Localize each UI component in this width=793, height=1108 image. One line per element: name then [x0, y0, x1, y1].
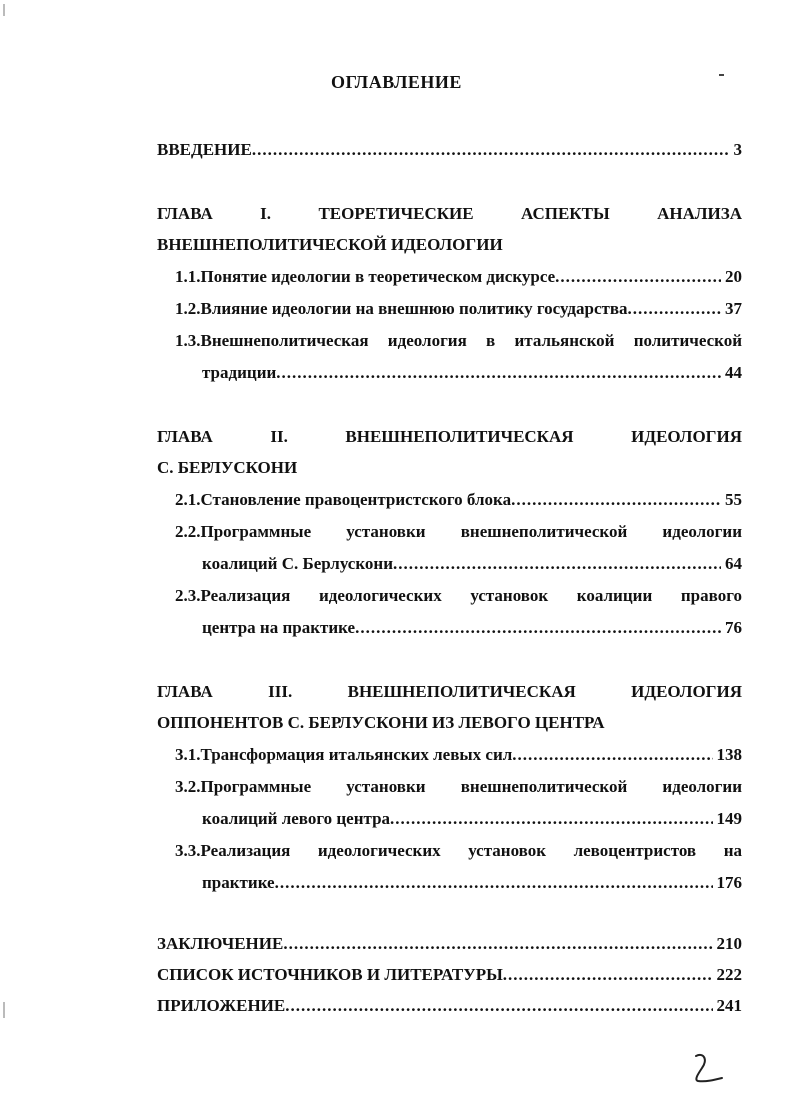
- toc-label: ВВЕДЕНИЕ: [157, 140, 252, 159]
- toc-entry-sources[interactable]: [157, 963, 742, 987]
- toc-label: ПРИЛОЖЕНИЕ: [157, 996, 286, 1015]
- leader-dots: [503, 963, 713, 987]
- toc-label: ЗАКЛЮЧЕНИЕ: [157, 934, 284, 953]
- chapter-1-heading-line-1[interactable]: ГЛАВА I. ТЕОРЕТИЧЕСКИЕ АСПЕКТЫ АНАЛИЗА: [157, 204, 742, 223]
- toc-entry-3-2-line-1[interactable]: 3.2.Программные установки внешнеполитической идеологии: [175, 777, 742, 796]
- page-title: ОГЛАВЛЕНИЕ: [331, 72, 462, 92]
- toc-page-number: 210: [716, 934, 742, 953]
- toc-page-number: 176: [716, 873, 742, 892]
- toc-entry-1-1[interactable]: [175, 265, 742, 289]
- leader-dots: [393, 552, 721, 576]
- toc-page-number: 138: [716, 745, 742, 764]
- toc-page-number: 20: [725, 267, 742, 286]
- leader-dots: [355, 616, 721, 640]
- toc-page-number: 55: [725, 490, 742, 509]
- toc-page-number: 76: [725, 618, 742, 637]
- toc-entry-1-3-line-1[interactable]: 1.3.Внешнеполитическая идеология в итальянской политической: [175, 331, 742, 350]
- toc-page-number: 241: [716, 996, 742, 1015]
- toc-page-number: 64: [725, 554, 742, 573]
- toc-page-number: 149: [716, 809, 742, 828]
- toc-entry-conclusion[interactable]: [157, 932, 742, 956]
- toc-label: СПИСОК ИСТОЧНИКОВ И ЛИТЕРАТУРЫ: [157, 965, 503, 984]
- toc-entry-2-1[interactable]: [175, 488, 742, 512]
- toc-label: коалиций С. Берлускони: [202, 554, 394, 573]
- toc-label: 1.1.Понятие идеологии в теоретическом дискурсе: [175, 267, 556, 286]
- chapter-2-heading-line-2[interactable]: С. БЕРЛУСКОНИ: [157, 458, 298, 477]
- leader-dots: [276, 361, 721, 385]
- scan-speck: [3, 4, 5, 16]
- leader-dots: [511, 488, 721, 512]
- toc-label: традиции: [202, 363, 277, 382]
- leader-dots: [275, 871, 713, 895]
- toc-entry-2-2-line-2[interactable]: [202, 552, 742, 576]
- chapter-3-heading-line-2[interactable]: ОППОНЕНТОВ С. БЕРЛУСКОНИ ИЗ ЛЕВОГО ЦЕНТРА: [157, 713, 605, 732]
- toc-label: 3.1.Трансформация итальянских левых сил: [175, 745, 513, 764]
- toc-page-number: 44: [725, 363, 742, 382]
- scan-speck: [719, 74, 724, 76]
- toc-page-number: 37: [725, 299, 742, 318]
- toc-entry-2-2-line-1[interactable]: 2.2.Программные установки внешнеполитической идеологии: [175, 522, 742, 541]
- toc-label: коалиций левого центра: [202, 809, 391, 828]
- toc-entry-2-3-line-1[interactable]: 2.3.Реализация идеологических установок коалиции правого: [175, 586, 742, 605]
- toc-entry-3-3-line-1[interactable]: 3.3.Реализация идеологических установок левоцентристов на: [175, 841, 742, 860]
- toc-entry-introduction[interactable]: [157, 138, 742, 162]
- toc-entry-3-3-line-2[interactable]: [202, 871, 742, 895]
- chapter-3-heading-line-1[interactable]: ГЛАВА III. ВНЕШНЕПОЛИТИЧЕСКАЯ ИДЕОЛОГИЯ: [157, 682, 742, 701]
- toc-label: 1.2.Влияние идеологии на внешнюю политику государства: [175, 299, 628, 318]
- handwritten-page-number: [688, 1050, 728, 1086]
- chapter-1-heading-line-2[interactable]: ВНЕШНЕПОЛИТИЧЕСКОЙ ИДЕОЛОГИИ: [157, 235, 503, 254]
- leader-dots: [628, 297, 721, 321]
- toc-entry-1-2[interactable]: [175, 297, 742, 321]
- leader-dots: [390, 807, 712, 831]
- toc-entry-appendix[interactable]: [157, 994, 742, 1018]
- chapter-2-heading-line-1[interactable]: ГЛАВА II. ВНЕШНЕПОЛИТИЧЕСКАЯ ИДЕОЛОГИЯ: [157, 427, 742, 446]
- leader-dots: [285, 994, 712, 1018]
- toc-page-number: 222: [716, 965, 742, 984]
- toc-entry-3-2-line-2[interactable]: [202, 807, 742, 831]
- leader-dots: [252, 138, 730, 162]
- toc-label: центра на практике: [202, 618, 356, 637]
- toc-label: практике: [202, 873, 275, 892]
- scan-speck: [3, 1002, 5, 1018]
- leader-dots: [283, 932, 712, 956]
- toc-page-number: 3: [733, 140, 742, 159]
- toc-entry-1-3-line-2[interactable]: [202, 361, 742, 385]
- leader-dots: [512, 743, 712, 767]
- toc-label: 2.1.Становление правоцентристского блока: [175, 490, 512, 509]
- toc-entry-3-1[interactable]: [175, 743, 742, 767]
- leader-dots: [555, 265, 721, 289]
- toc-entry-2-3-line-2[interactable]: [202, 616, 742, 640]
